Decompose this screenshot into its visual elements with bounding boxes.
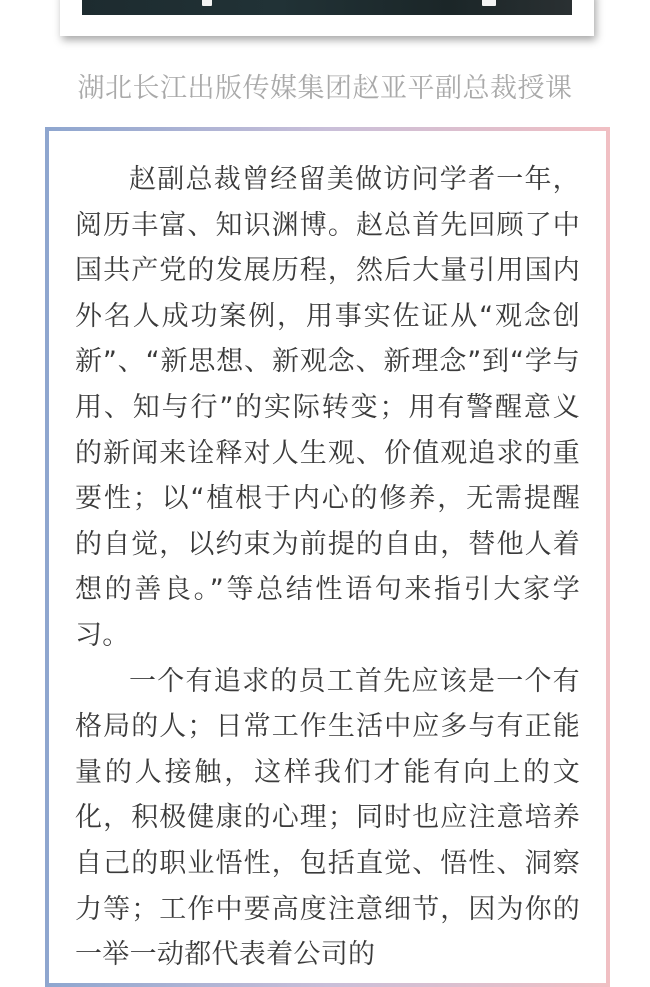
article-paragraph-1: 赵副总裁曾经留美做访问学者一年，阅历丰富、知识渊博。赵总首先回顾了中国共产党的发展历程，然后大量引用国内外名人成功案例，用事实佐证从“观念创新”、“新思想、新观念、新理念”到“学与用、知与行”的实际转变；用有警醒意义的新闻来诠释对人生观、价值观追求的重要性；以“植根于内心的修养，无需提醒的自觉，以约束为前提的自由，替他人着想的善良。”等总结性语句来指引大家学习。: [75, 164, 580, 651]
lecture-photo: [82, 0, 572, 15]
article-frame: [45, 127, 610, 987]
photo-card: [60, 0, 594, 36]
article-body: [49, 131, 606, 983]
photo-caption: 湖北长江出版传媒集团赵亚平副总裁授课: [77, 73, 573, 104]
article-paragraph-2: 一个有追求的员工首先应该是一个有格局的人；日常工作生活中应多与有正能量的人接触，这样我们才能有向上的文化，积极健康的心理；同时也应注意培养自己的职业悟性，包括直觉、悟性、洞察力等；工作中要高度注意细节，因为你的一举一动都代表着公司的: [75, 665, 580, 971]
photo-highlight: [482, 0, 496, 6]
photo-highlight: [202, 0, 212, 6]
